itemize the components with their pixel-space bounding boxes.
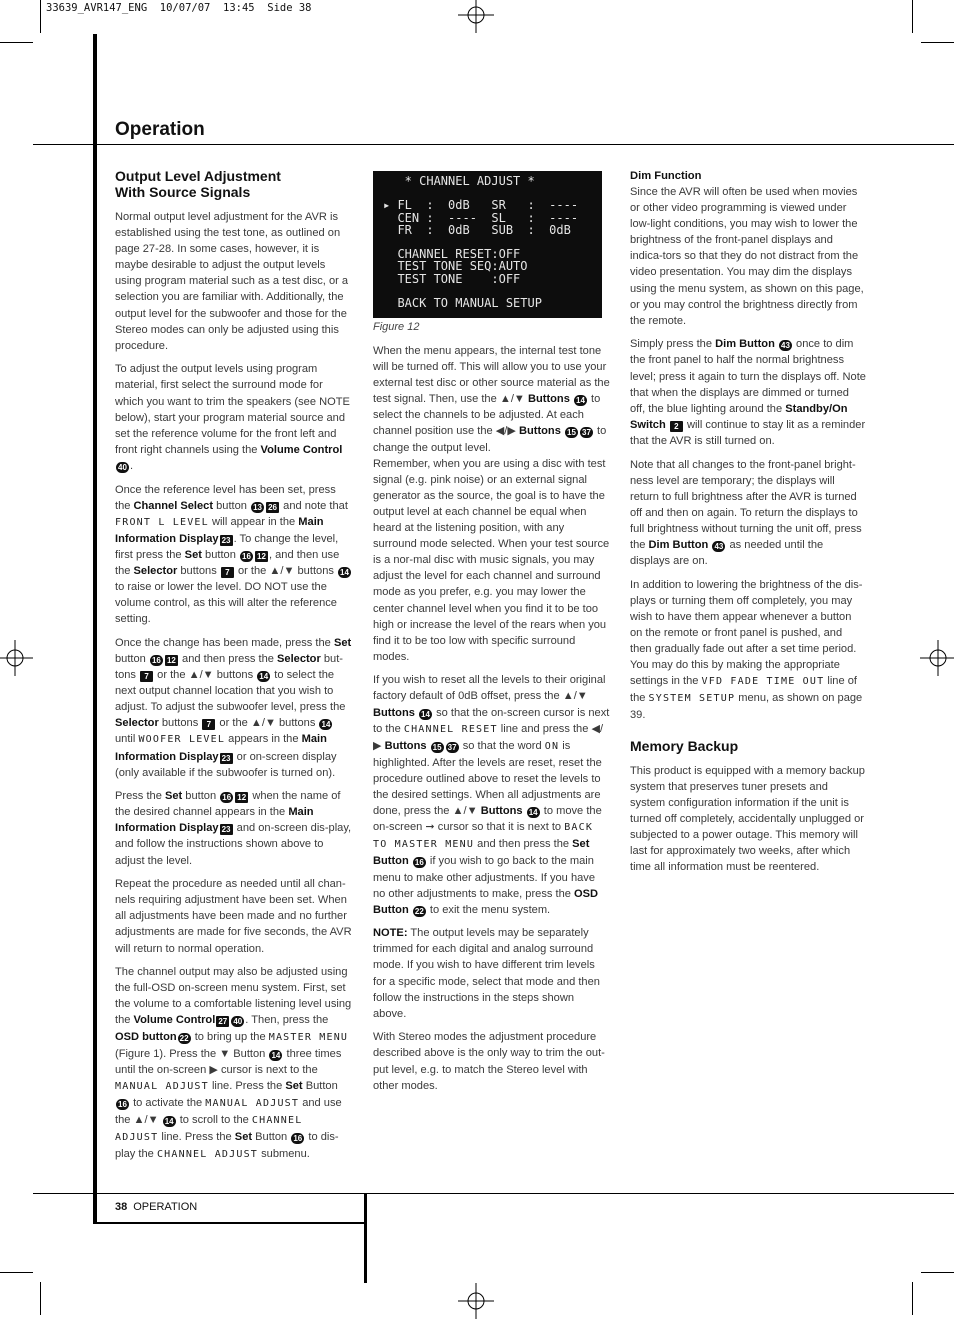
section-heading: Output Level Adjustment With Source Signals [115, 168, 281, 200]
osd-menu-text: * CHANNEL ADJUST * ▸ FL : 0dB SR : ---- CEN : ---- SL : ---- FR : 0dB SUB : 0dB CHANNEL RESET:OFF TEST TONE SEQ:AUTO TEST TONE :OFF BACK TO MANUAL SETUP [383, 174, 579, 311]
subheading: Dim Function [630, 170, 702, 182]
callout-number-icon: 43 [712, 541, 725, 552]
header-rule [33, 144, 954, 145]
footer-rule [33, 1193, 954, 1194]
callout-number-icon: 14 [269, 1050, 282, 1061]
osd-screen-figure [373, 171, 602, 318]
paragraph: Once the change has been made, press the Set button 16 12 and then press the Selector but-tons 7 or the ▲/▼ buttons 14 to select the next output channel location that you wish to adjust. To adjust the subwoofer level, press the Selector buttons 7 or the ▲/▼ buttons 14 until WOOFER LEVEL appears in the Main Information Display 23 or on-screen display (only available if the subwoofer is turned on). [115, 636, 352, 779]
footer-box-bottom [93, 1222, 366, 1224]
callout-number-icon: 22 [178, 1033, 191, 1044]
callout-number-icon: 14 [163, 1116, 176, 1127]
registration-mark-icon [0, 640, 33, 676]
paragraph: Remember, when you are using a disc with test signal (e.g. pink noise) or an external signal generator as the source, the goal is to have the output level at each channel be equal when heard at the listening position, with any surround mode selected. When your test source is a nor-mal disc with music signals, you may adjust the level for each channel and surround mode as you prefer, e.g. you may lower the center channel level when you find it to be too high or increase the level of the rears when you find it to be too low with specific surround modes. [373, 457, 610, 663]
paragraph: Repeat the procedure as needed until all chan-nels requiring adjustment have been set. When all adjustments have been made and no further adjustments are made for five seconds, the AVR will return to normal operation. [115, 878, 352, 955]
callout-number-icon: 14 [419, 709, 432, 720]
figure-caption: Figure 12 [373, 321, 420, 333]
left-column [115, 168, 352, 1171]
crop-mark [0, 42, 33, 43]
paragraph: In addition to lowering the brightness of the dis-plays or turning them off completely, you may wish to have them appear whenever a button on the remote or front panel is pushed, and then gradually fade out after a set time period. You may do this by making the appropriate settings in the VFD FADE TIME OUT line of the SYSTEM SETUP menu, as shown on page 39. [630, 578, 863, 722]
callout-number-icon: 7 [140, 671, 153, 682]
callout-number-icon: 12 [255, 551, 268, 562]
callout-number-icon: 40 [231, 1016, 244, 1027]
paragraph: To adjust the output levels using program material, first select the surround mode for which you want to trim the speakers (see NOTE below), start your program material source and set the reference volume for the front left and front right channels using the Volume Control40 . [115, 363, 350, 472]
page-footer [115, 1201, 197, 1213]
left-margin-bar [93, 34, 97, 1224]
callout-number-icon: 16 [150, 655, 163, 666]
paragraph: If you wish to reset all the levels to their original factory default of 0dB offset, press the ▲/▼ Buttons 14 so that the on-screen cursor is next to the CHANNEL RESET line and press the ◀/▶ Buttons 15 37 so that the word ON is highlighted. After the levels are reset, reset the procedure outlined above to reset the levels to the desired settings. When all adjustments are done, press the ▲/▼ Buttons 14 to move the on-screen ➞ cursor so that it is next to BACK TO MASTER MENU and then press the Set Button 16 if you wish to go back to the main menu to make other adjustments. If you have no other adjustments to make, press the OSD Button 22 to exit the menu system. [373, 674, 610, 916]
print-slug: 33639_AVR147_ENG 10/07/07 13:45 Side 38 [46, 2, 312, 14]
callout-number-icon: 12 [235, 792, 248, 803]
paragraph: With Stereo modes the adjustment procedure described above is the only way to trim the out-put level, e.g. to match the Stereo level with other modes. [373, 1031, 605, 1092]
footer-box-right [364, 1193, 367, 1283]
crop-mark [912, 0, 913, 33]
callout-number-icon: 16 [413, 857, 426, 868]
callout-number-icon: 40 [116, 462, 129, 473]
callout-number-icon: 26 [266, 502, 279, 513]
callout-number-icon: 12 [165, 655, 178, 666]
page-number: 38 [115, 1201, 128, 1213]
right-column [630, 168, 866, 883]
callout-number-icon: 2 [670, 421, 683, 432]
paragraph: Note that all changes to the front-panel bright-ness level are temporary; the displays will return to full brightness after the AVR is turned off and then on again. To return the displays to full brightness without turning the unit off, press the Dim Button 43 as needed until the displays are on. [630, 458, 862, 568]
callout-number-icon: 16 [220, 792, 233, 803]
paragraph: Press the Set button 16 12 when the name of the desired channel appears in the Main Information Display 23 and on-screen dis-play, and follow the instructions shown above to adjust the level. [115, 790, 352, 867]
callout-number-icon: 37 [580, 427, 593, 438]
crop-mark [0, 1272, 33, 1273]
registration-mark-icon [458, 0, 494, 33]
callout-number-icon: 14 [257, 671, 270, 682]
registration-mark-icon [920, 640, 954, 676]
callout-number-icon: 13 [251, 502, 264, 513]
callout-number-icon: 37 [446, 742, 459, 753]
paragraph: Once the reference level has been set, press the Channel Select button 13 26 and note that FRONT L LEVEL will appear in the Main Information Display 23 . To change the level, first press the Set button 16 12 , and then use the Selector buttons 7 or the ▲/▼ buttons 14 to raise or lower the level. DO NOT use the volume control, as this will alter the reference setting. [115, 482, 352, 628]
callout-number-icon: 22 [413, 906, 426, 917]
crop-mark [921, 42, 954, 43]
paragraph: When the menu appears, the internal test tone will be turned off. This will allow you to use your external test disc or other source material as the test signal. Then, use the ▲/▼ Buttons 14 to select the channels to be adjusted. At each channel position use the ◀/▶ Buttons 15 37 to change the output level. [373, 345, 610, 454]
paragraph: Simply press the Dim Button 43 once to dim the front panel to half the normal brightness level; press it again to turn the displays off. Note that when the displays are dimmed or turned off, the blue lighting around the Standby/On Switch 2 will continue to stay lit as a reminder that the AVR is still turned on. [630, 338, 866, 447]
registration-mark-icon [458, 1283, 494, 1319]
callout-number-icon: 16 [116, 1099, 129, 1110]
callout-number-icon: 23 [220, 753, 233, 764]
callout-number-icon: 16 [291, 1133, 304, 1144]
callout-number-icon: 14 [338, 567, 351, 578]
callout-number-icon: 7 [221, 567, 234, 578]
paragraph: Since the AVR will often be used when movies or other video programming is viewed under low-light conditions, you may wish to lower the brightness of the front-panel displays and indica-tors so that they do not distract from the video presentation. You may dim the displays using the menu system, as shown on this page, or you may control the brightness directly from the remote. [630, 186, 864, 327]
paragraph: This product is equipped with a memory backup system that preserves tuner presets and system configuration information if the unit is turned off completely, accidentally unplugged or subjected to a power outage. This memory will last for approximately two weeks, after which time all information must be reentered. [630, 764, 865, 874]
callout-number-icon: 43 [779, 340, 792, 351]
section-heading: Memory Backup [630, 737, 739, 754]
paragraph: Normal output level adjustment for the AVR is established using the test tone, as outlined on page 27-28. In some cases, however, it is maybe desirable to adjust the output levels using program material such as a test disc, or a selection you are familiar with. Additionally, the output level for the subwoofer and those for the Stereo modes can only be adjusted using this procedure. [115, 211, 349, 352]
callout-number-icon: 27 [216, 1016, 229, 1027]
callout-number-icon: 23 [220, 535, 233, 546]
footer-label: OPERATION [133, 1201, 198, 1213]
callout-number-icon: 14 [574, 395, 587, 406]
callout-number-icon: 15 [565, 427, 578, 438]
crop-mark [40, 0, 41, 33]
middle-column [373, 343, 610, 1101]
crop-mark [912, 1282, 913, 1315]
note-paragraph: NOTE: The output levels may be separately trimmed for each digital and analog surround mode. If you wish to have different trim levels for a specific mode, select that mode and then follow the instructions in the steps shown above. [373, 927, 600, 1020]
callout-number-icon: 14 [527, 807, 540, 818]
section-title: Operation [115, 119, 205, 140]
paragraph: The channel output may also be adjusted using the full-OSD on-screen menu system. First, set the volume to a comfortable listening level using the Volume Control 27 40 . Then, press the OSD button 22 to bring up the MASTER MENU (Figure 1). Press the ▼ Button 14 three times until the on-screen ▶ cursor is next to the MANUAL ADJUST line. Press the Set Button 16 to activate the MANUAL ADJUST and use the ▲/▼ 14 to scroll to the CHANNEL ADJUST line. Press the Set Button 16 to dis-play the CHANNEL ADJUST submenu. [115, 966, 352, 1161]
callout-number-icon: 16 [240, 551, 253, 562]
crop-mark [40, 1282, 41, 1315]
crop-mark [921, 1272, 954, 1273]
callout-number-icon: 14 [319, 719, 332, 730]
callout-number-icon: 7 [202, 719, 215, 730]
callout-number-icon: 23 [220, 824, 233, 835]
callout-number-icon: 15 [431, 742, 444, 753]
